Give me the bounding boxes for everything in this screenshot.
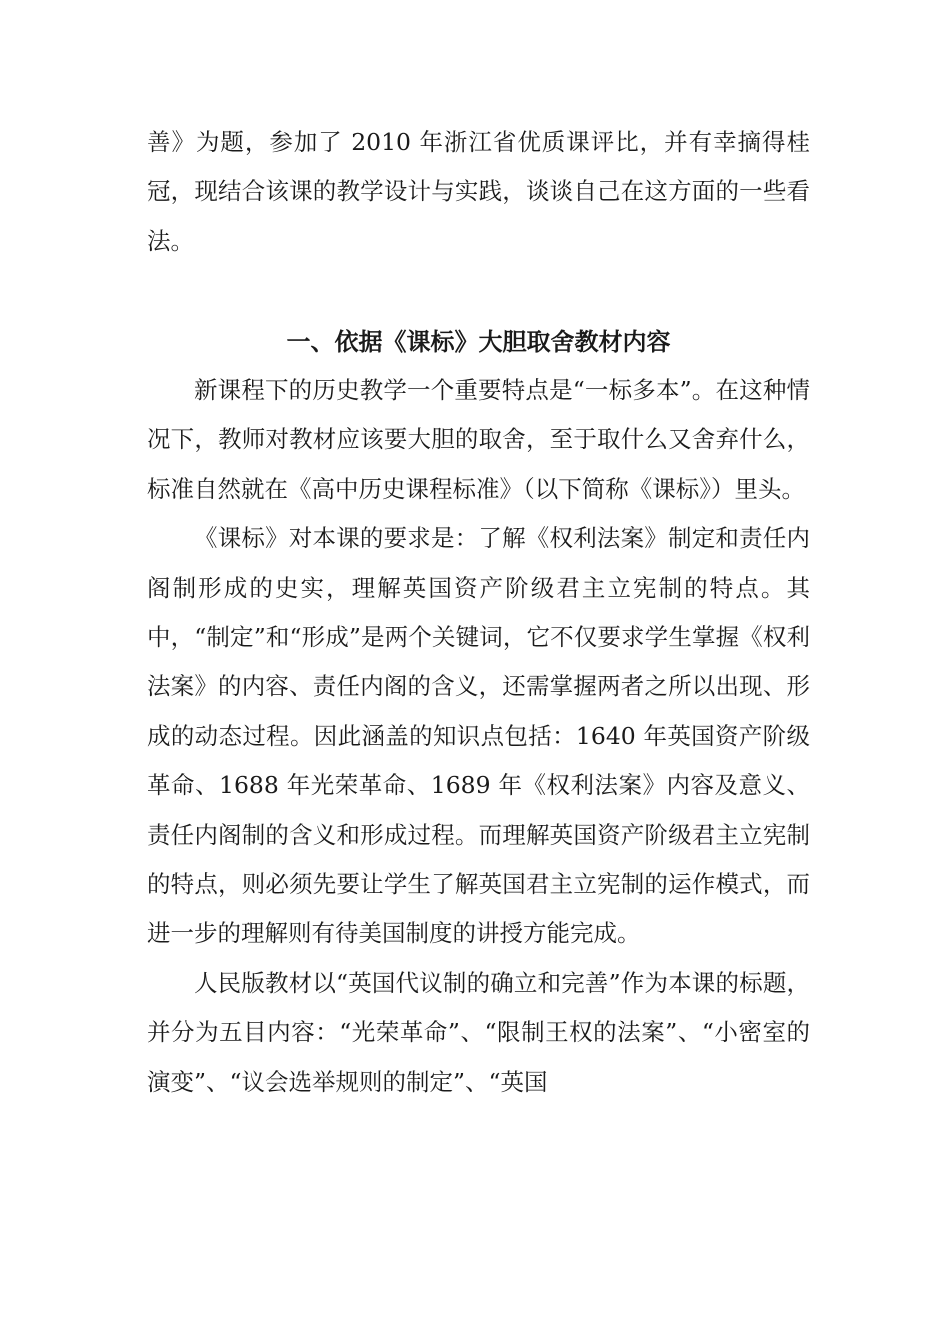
section-body [147,366,810,1107]
intro-block [147,118,810,266]
body-paragraph: 人民版教材以“英国代议制的确立和完善”作为本课的标题，并分为五目内容：“光荣革命”、“限制王权的法案”、“小密室的演变”、“议会选举规则的制定”、“英国 [147,968,810,1096]
body-paragraph: 新课程下的历史教学一个重要特点是“一标多本”。在这种情况下，教师对教材应该要大胆的取舍，至于取什么又舍弃什么，标准自然就在《高中历史课程标准》（以下简称《课标》）里头。 [147,376,810,503]
section-heading: 一、依据《课标》大胆取舍教材内容 [286,328,671,356]
body-paragraph: 《课标》对本课的要求是：了解《权利法案》制定和责任内阁制形成的史实，理解英国资产阶级君主立宪制的特点。其中，“制定”和“形成”是两个关键词，它不仅要求学生掌握《权利法案》的内容、责任内阁的含义，还需掌握两者之所以出现、形成的动态过程。因此涵盖的知识点包括：1640 年英国资产阶级革命、1688 年光荣革命、1689 年《权利法案》内容及意义、责任内阁制的含义和形成过程。而理解英国资产阶级君主立宪制的特点，则必须先要让学生了解英国君主立宪制的运作模式，而进一步的理解则有待美国制度的讲授方能完成。 [147,524,810,948]
intro-paragraph: 善》为题，参加了 2010 年浙江省优质课评比，并有幸摘得桂冠，现结合该课的教学设计与实践，谈谈自己在这方面的一些看法。 [147,128,810,255]
